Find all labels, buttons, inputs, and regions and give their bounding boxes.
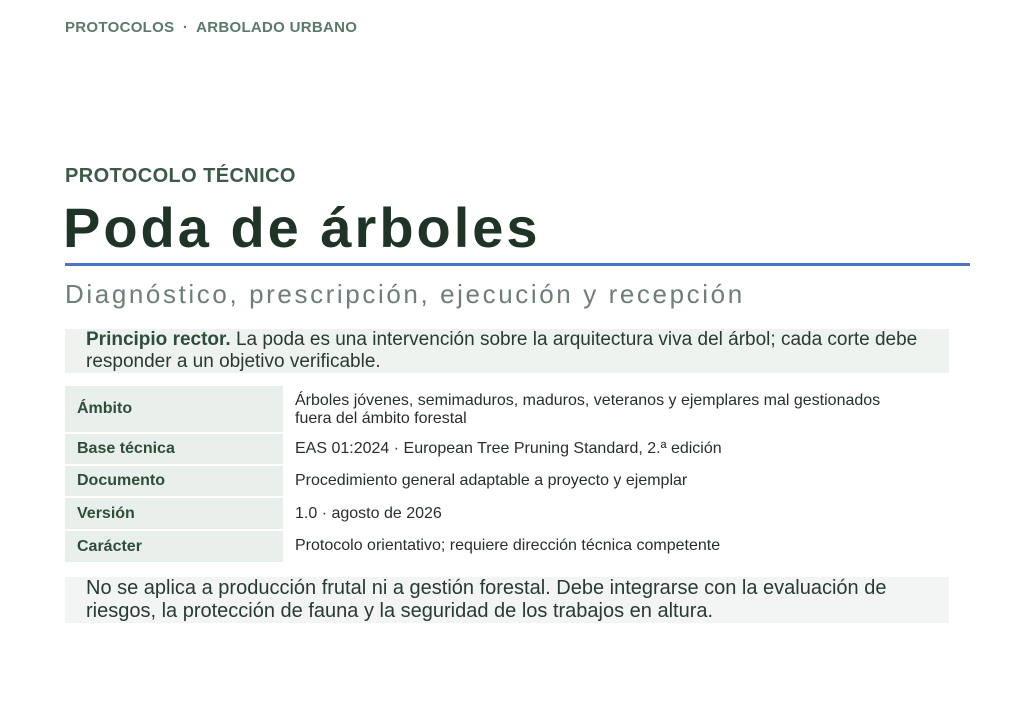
metadata-key: Versión: [65, 497, 283, 530]
metadata-row-caracter: [65, 530, 949, 562]
breadcrumb-subsection: ARBOLADO URBANO: [196, 19, 358, 36]
breadcrumb-section: PROTOCOLOS: [65, 19, 175, 36]
title-divider: [65, 263, 970, 266]
metadata-row-documento: [65, 465, 949, 497]
principle-label: Principio rector.: [86, 329, 231, 350]
principle-callout: [65, 329, 949, 373]
scope-note: No se aplica a producción frutal ni a gestión forestal. Debe integrarse con la evaluación de riesgos, la protección de fauna y la seguridad de los trabajos en altura.: [65, 577, 949, 623]
breadcrumb: [65, 19, 357, 36]
metadata-table: [65, 386, 949, 562]
metadata-value: Árboles jóvenes, semimaduros, maduros, veteranos y ejemplares mal gestionados fuera del ámbito forestal: [295, 391, 881, 427]
metadata-row-ambito: [65, 386, 949, 433]
page-subtitle: Diagnóstico, prescripción, ejecución y recepción: [65, 279, 745, 309]
metadata-row-base-tecnica: [65, 433, 949, 465]
metadata-row-version: [65, 497, 949, 530]
document-type-label: PROTOCOLO TÉCNICO: [65, 165, 296, 187]
metadata-value: Protocolo orientativo; requiere dirección técnica competente: [295, 537, 721, 554]
metadata-key: Carácter: [65, 530, 283, 562]
metadata-key: Documento: [65, 465, 283, 497]
principle-text: La poda es una intervención sobre la arquitectura viva del árbol; cada corte debe responder a un objetivo verificable.: [86, 329, 918, 372]
breadcrumb-separator: ·: [182, 19, 189, 36]
metadata-key: Ámbito: [65, 386, 283, 433]
metadata-value: EAS 01:2024 · European Tree Pruning Standard, 2.ª edición: [295, 440, 722, 457]
metadata-value: Procedimiento general adaptable a proyecto y ejemplar: [295, 472, 688, 489]
metadata-value: 1.0 · agosto de 2026: [295, 504, 442, 522]
page-title: Poda de árboles: [63, 196, 541, 259]
metadata-key: Base técnica: [65, 433, 283, 465]
